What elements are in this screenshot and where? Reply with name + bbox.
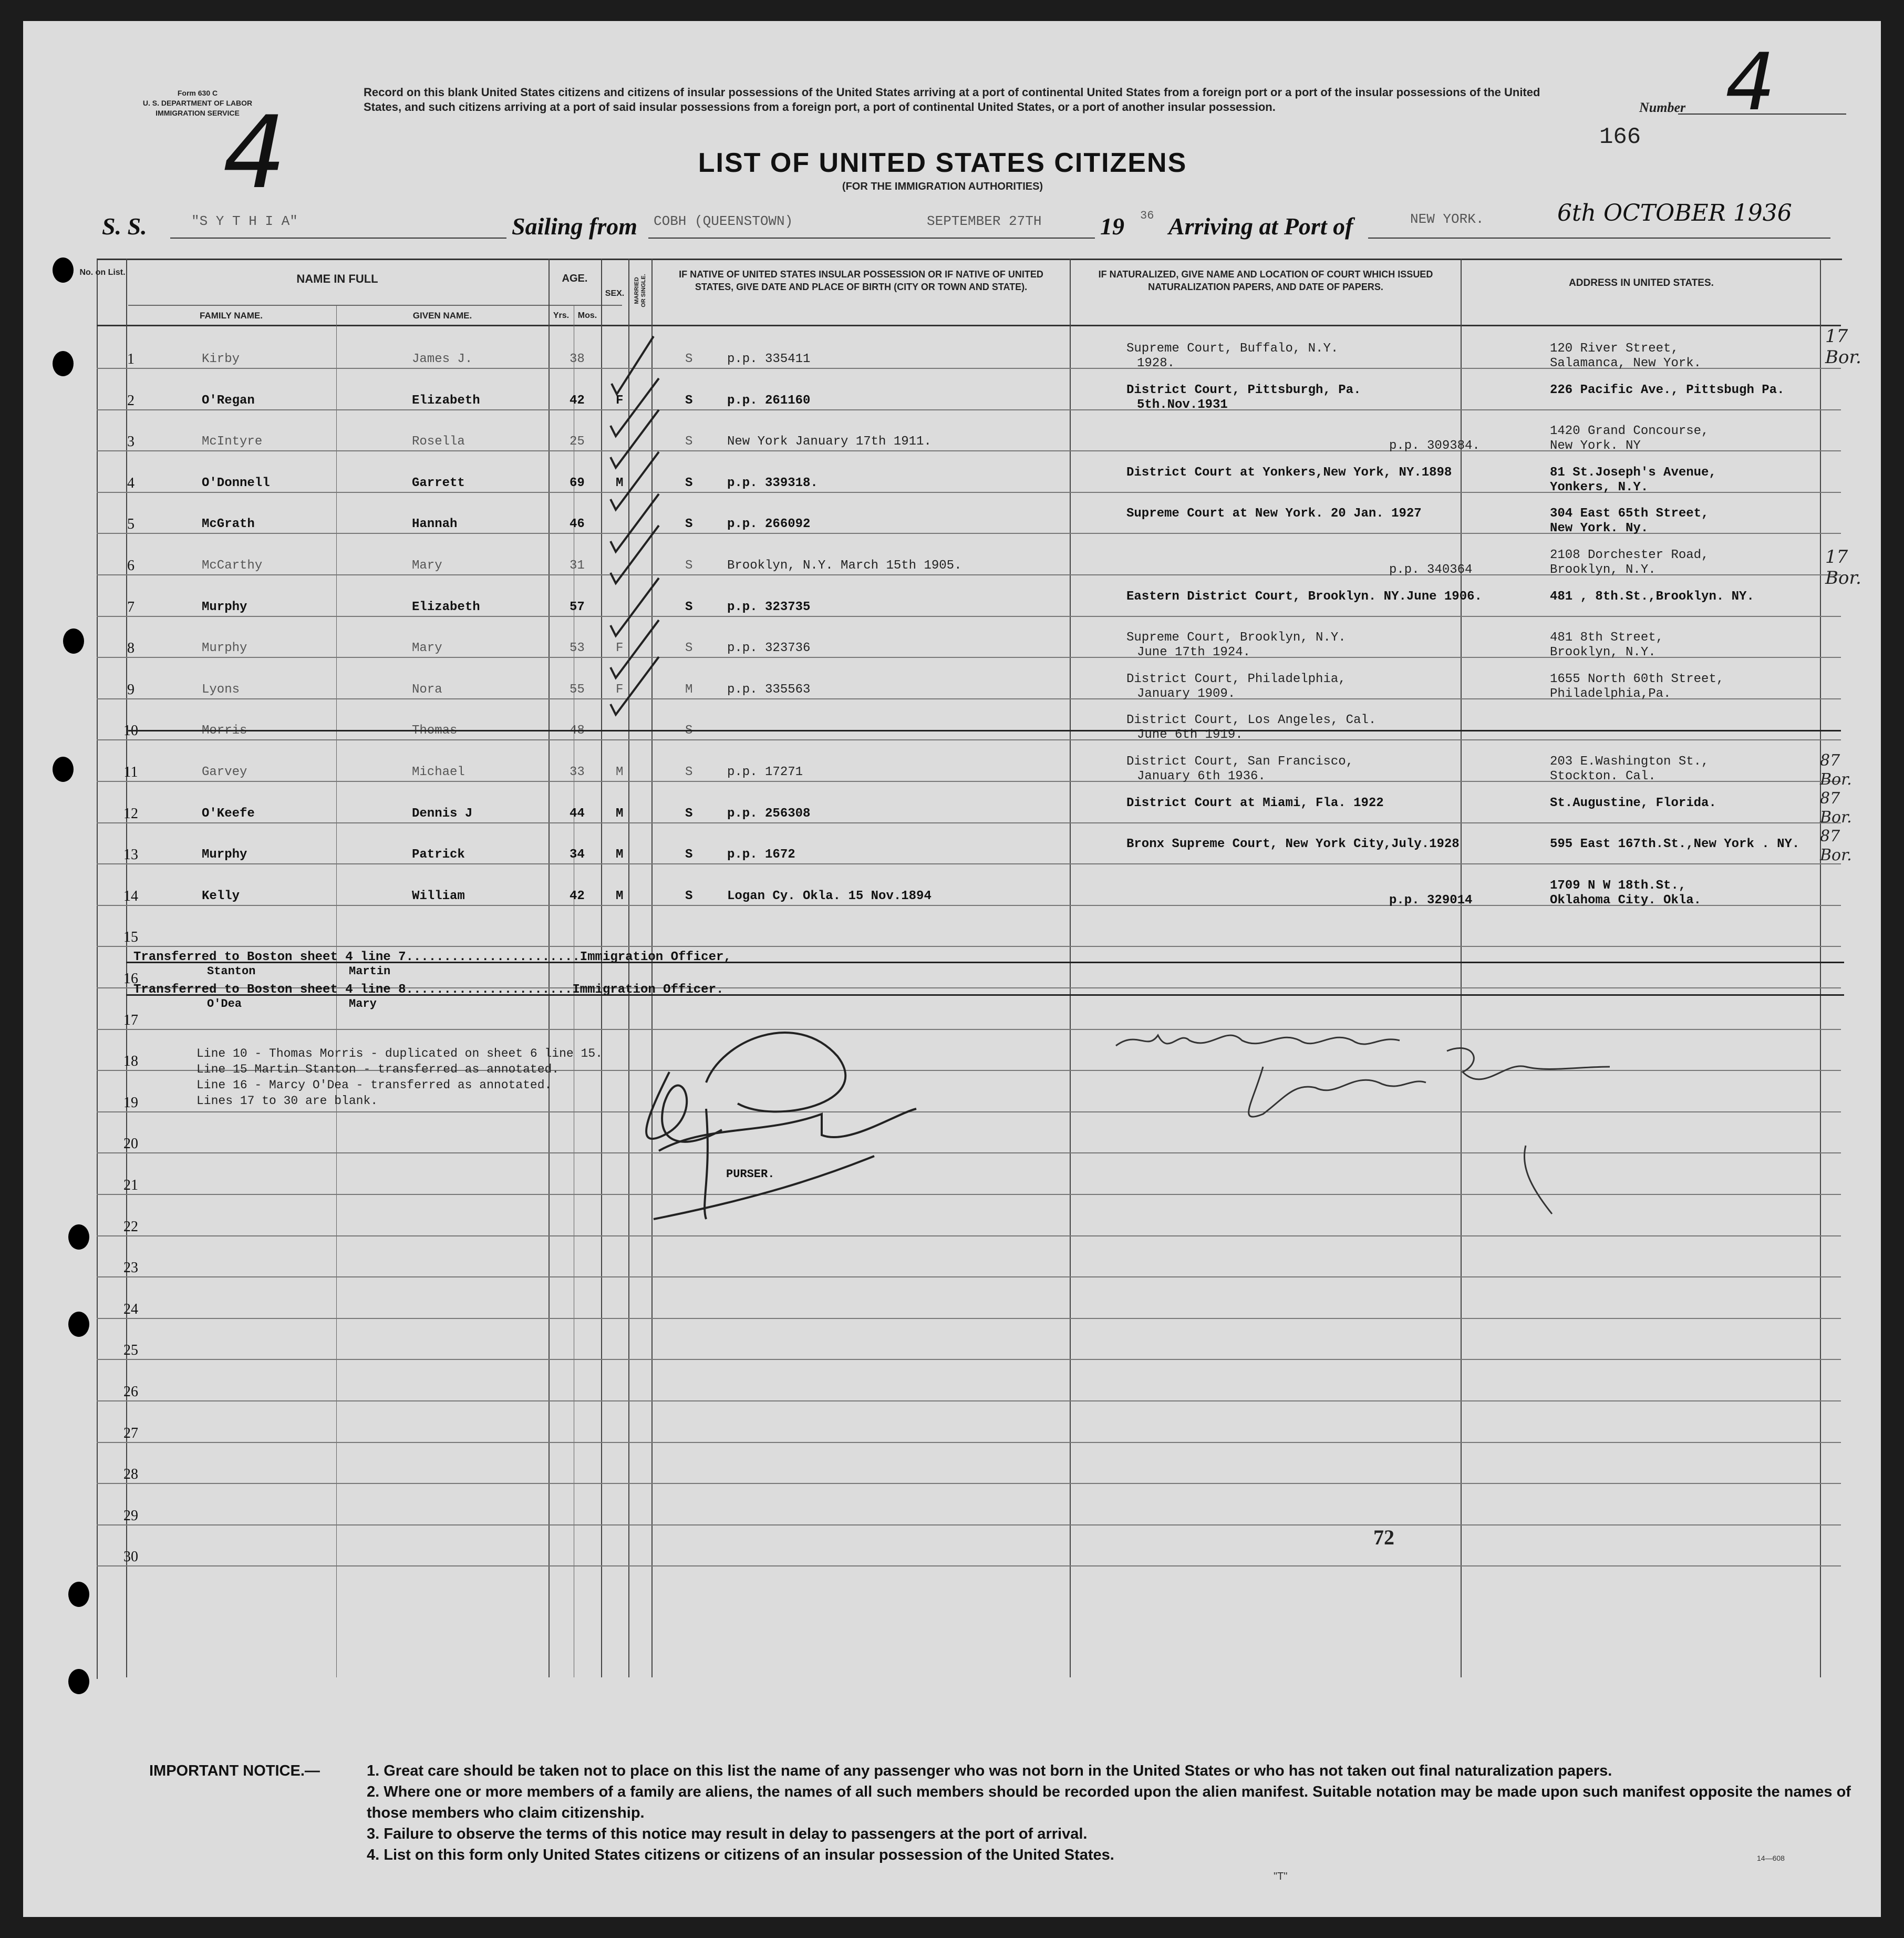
number-handwritten: 4 <box>1725 37 1776 128</box>
ruled-line <box>97 946 1841 947</box>
cell-court: District Court at Yonkers,New York, NY.1898 <box>1126 465 1452 480</box>
col-header-family-name: FAMILY NAME. <box>200 311 263 321</box>
row-number: 27 <box>123 1425 138 1441</box>
arrival-underline <box>1368 238 1830 239</box>
cell-addr: 481 , 8th.St.,Brooklyn. NY. <box>1550 589 1754 604</box>
cell-addr2: Yonkers, N.Y. <box>1550 480 1649 494</box>
row-number: 16 <box>123 971 138 987</box>
cell-addr2: New York. Ny. <box>1550 521 1649 536</box>
cell-addr: 1709 N W 18th.St., <box>1550 878 1686 893</box>
margin-stroke-mark <box>1494 1140 1557 1219</box>
cell-court: District Court, Los Angeles, Cal. <box>1126 713 1377 728</box>
transfer-given-16: Mary <box>349 997 377 1011</box>
punch-hole <box>68 1224 89 1250</box>
note-line-16: Line 16 - Marcy O'Dea - transferred as annotated. <box>196 1078 552 1092</box>
arrival-port: NEW YORK. <box>1410 211 1484 227</box>
footer-code: 14—608 <box>1757 1854 1785 1862</box>
header-bottom-rule <box>97 325 1841 326</box>
cell-sex: M <box>616 476 624 490</box>
row-number: 23 <box>123 1260 138 1276</box>
arrival-date-handwritten: 6th OCTOBER 1936 <box>1557 200 1792 226</box>
cell-family: Murphy <box>202 600 247 614</box>
row-number: 11 <box>123 764 138 780</box>
col-header-given-name: GIVEN NAME. <box>412 311 472 321</box>
note-lines-blank: Lines 17 to 30 are blank. <box>196 1094 378 1108</box>
cell-given: Michael <box>412 765 465 779</box>
cell-sex: M <box>616 889 624 903</box>
ruled-line <box>97 1524 1841 1525</box>
row-number: 22 <box>123 1218 138 1235</box>
cell-family: O'Keefe <box>202 806 255 821</box>
margin-marks-bottom <box>1820 751 1872 865</box>
year-suffix: 36 <box>1140 209 1154 222</box>
cell-birth: p.p. 335411 <box>727 352 811 366</box>
name-header-divider <box>128 305 570 306</box>
ruled-line <box>97 863 1841 864</box>
col-header-name-in-full: NAME IN FULL <box>296 272 378 285</box>
form-number: Form 630 C <box>177 89 218 97</box>
cell-addr2: Salamanca, New York. <box>1550 356 1702 370</box>
row-number: 20 <box>123 1136 138 1152</box>
margin-marks-top <box>1825 326 1878 368</box>
cell-birth: New York January 17th 1911. <box>727 435 932 449</box>
cell-addr2: New York. NY <box>1550 439 1641 453</box>
cell-given: Garrett <box>412 476 465 490</box>
punch-hole <box>68 1312 89 1337</box>
record-instructions: Record on this blank United States citizens and citizens of insular possessions of the United States arriving at a port of continental United States from a foreign port or a port of the insular possessions of the United States, and such citizens arriving at a port of said insular possessions from a foreign port, a port of continental United States, or a port of another insular possession. <box>364 86 1540 114</box>
cell-ms: S <box>685 806 693 821</box>
cell-family: McCarthy <box>202 559 263 573</box>
cell-sex: M <box>616 765 624 779</box>
year-prefix: 19 <box>1100 213 1124 240</box>
form-title: LIST OF UNITED STATES CITIZENS <box>698 148 1187 178</box>
ss-label: S. S. <box>102 213 147 240</box>
cell-birth: p.p. 17271 <box>727 765 803 779</box>
ruled-line <box>97 1152 1841 1153</box>
row-10-strike <box>128 730 1841 731</box>
notice-item-4: 4. List on this form only United States citizens or citizens of an insular possession of the United States. <box>367 1847 1114 1863</box>
row-number: 6 <box>127 558 134 574</box>
cell-sex: M <box>616 806 624 821</box>
ruled-line <box>97 1194 1841 1195</box>
cell-yrs: 55 <box>570 682 585 697</box>
margin-mark-3: 17 <box>1825 547 1848 568</box>
cell-court: District Court at Miami, Fla. 1922 <box>1126 796 1384 810</box>
cell-court2: p.p. 329014 <box>1389 893 1473 908</box>
cell-addr: 81 St.Joseph's Avenue, <box>1550 465 1716 480</box>
sheet-number: 166 <box>1599 124 1641 150</box>
col-header-mos: Mos. <box>577 311 597 320</box>
cell-addr2: Oklahoma City. Okla. <box>1550 893 1702 908</box>
cell-addr: 203 E.Washington St., <box>1550 755 1709 769</box>
ruled-line <box>97 616 1841 617</box>
cell-yrs: 33 <box>570 765 585 779</box>
cell-family: O'Donnell <box>202 476 270 490</box>
cell-addr: 1420 Grand Concourse, <box>1550 424 1709 439</box>
cell-addr2: Philadelphia,Pa. <box>1550 686 1671 701</box>
cell-ms: S <box>685 889 693 903</box>
cell-birth: p.p. 339318. <box>727 476 818 490</box>
cell-given: Dennis J <box>412 806 473 821</box>
cell-court: District Court, San Francisco, <box>1126 755 1354 769</box>
cell-family: Morris <box>202 724 247 738</box>
page-number: 72 <box>1373 1525 1394 1549</box>
cell-birth: p.p. 323736 <box>727 641 811 656</box>
row-number: 17 <box>123 1012 138 1028</box>
cell-addr: 2108 Dorchester Road, <box>1550 548 1709 562</box>
row-number: 21 <box>123 1177 138 1193</box>
cell-ms: S <box>685 600 693 614</box>
row-number: 7 <box>127 599 134 615</box>
cell-birth: Brooklyn, N.Y. March 15th 1905. <box>727 559 962 573</box>
margin-mark-4: Bor. <box>1825 568 1861 589</box>
purser-label: PURSER. <box>726 1168 775 1181</box>
cell-court: District Court, Philadelphia, <box>1126 672 1346 686</box>
row-number: 2 <box>127 392 134 409</box>
cell-addr2: Brooklyn, N.Y. <box>1550 563 1656 577</box>
col-header-address: ADDRESS IN UNITED STATES. <box>1569 277 1714 288</box>
col-line-given <box>549 259 550 1677</box>
cell-ms: S <box>685 765 693 779</box>
cell-birth: p.p. 323735 <box>727 600 811 614</box>
cell-ms: S <box>685 724 693 738</box>
punch-hole <box>53 757 74 782</box>
punch-hole <box>63 628 84 654</box>
cell-court2: 1928. <box>1137 356 1175 370</box>
col-line-no <box>126 259 127 1677</box>
cell-court: Supreme Court, Brooklyn, N.Y. <box>1126 631 1346 645</box>
ruled-line <box>97 1318 1841 1319</box>
footer-t-mark: "T" <box>1274 1871 1288 1882</box>
department-name: U. S. DEPARTMENT OF LABOR <box>142 99 253 107</box>
punch-hole <box>68 1582 89 1607</box>
cell-family: Kirby <box>202 352 240 366</box>
transfer-rule-15 <box>126 962 1844 963</box>
margin-mark-2: Bor. <box>1825 347 1861 368</box>
cell-ms: S <box>685 435 693 449</box>
ruled-line <box>97 1359 1841 1360</box>
ship-underline <box>170 238 506 239</box>
purser-signature <box>601 977 927 1230</box>
notice-item-1: 1. Great care should be taken not to place on this list the name of any passenger who was not born in the United States or who has not taken out final naturalization papers. <box>367 1762 1612 1779</box>
row-number: 28 <box>123 1466 138 1483</box>
cell-yrs: 53 <box>570 641 585 656</box>
cell-family: Murphy <box>202 641 247 656</box>
punch-hole <box>53 257 74 283</box>
cell-yrs: 46 <box>570 517 585 532</box>
cell-family: McIntyre <box>202 435 263 449</box>
margin-marks-middle <box>1825 547 1878 589</box>
cell-ms: S <box>685 848 693 862</box>
cell-sex: F <box>616 682 624 697</box>
cell-given: Hannah <box>412 517 458 532</box>
col-header-birth: IF NATIVE OF UNITED STATES INSULAR POSSESSION OR IF NATIVE OF UNITED STATES, GIVE DATE AND PLACE OF BIRTH (CITY OR TOWN AND STATE). <box>679 269 1043 292</box>
cell-family: Garvey <box>202 765 247 779</box>
cell-court: Supreme Court at New York. 20 Jan. 1927 <box>1126 507 1422 521</box>
cell-ms: S <box>685 352 693 366</box>
cell-addr: 120 River Street, <box>1550 342 1679 356</box>
cell-addr: 481 8th Street, <box>1550 631 1664 645</box>
col-header-naturalized: IF NATURALIZED, GIVE NAME AND LOCATION OF COURT WHICH ISSUED NATURALIZATION PAPERS, AND DATE OF PAPERS. <box>1098 269 1433 292</box>
cell-sex: M <box>616 848 624 862</box>
ruled-line <box>97 1565 1841 1566</box>
row-number: 29 <box>123 1507 138 1524</box>
sailing-label: Sailing from <box>512 213 638 240</box>
cell-given: Rosella <box>412 435 465 449</box>
ruled-line <box>97 739 1841 740</box>
margin-mark-8: Bor. <box>1820 808 1852 827</box>
cell-given: Patrick <box>412 848 465 862</box>
cell-yrs: 25 <box>570 435 585 449</box>
cell-addr: 1655 North 60th Street, <box>1550 672 1724 686</box>
transfer-line-15: Transferred to Boston sheet 4 line 7.......................Immigration Officer, <box>133 950 731 964</box>
ruled-line <box>97 1442 1841 1443</box>
cell-addr2: Brooklyn, N.Y. <box>1550 645 1656 660</box>
service-name: IMMIGRATION SERVICE <box>156 109 240 117</box>
cell-given: William <box>412 889 465 903</box>
cell-court: Bronx Supreme Court, New York City,July.1928 <box>1126 837 1460 852</box>
cell-given: Elizabeth <box>412 600 480 614</box>
col-header-no: No. on List. <box>79 268 126 277</box>
cell-yrs: 42 <box>570 393 585 408</box>
col-header-yrs: Yrs. <box>553 311 570 320</box>
cell-yrs: 57 <box>570 600 585 614</box>
cell-given: Nora <box>412 682 442 697</box>
row-number: 30 <box>123 1549 138 1565</box>
cell-birth: p.p. 1672 <box>727 848 795 862</box>
punch-hole <box>68 1669 89 1694</box>
row-number: 8 <box>127 640 134 657</box>
cell-yrs: 69 <box>570 476 585 490</box>
cell-addr2: Stockton. Cal. <box>1550 769 1656 784</box>
transfer-name-16: O'Dea <box>207 997 242 1011</box>
cell-yrs: 42 <box>570 889 585 903</box>
cell-yrs: 38 <box>570 352 585 366</box>
margin-mark-6: Bor. <box>1820 770 1852 789</box>
cell-given: Thomas <box>412 724 458 738</box>
notice-items <box>367 1760 1890 1865</box>
cell-ms: M <box>685 682 693 697</box>
cell-court2: p.p. 309384. <box>1389 439 1480 453</box>
row-number: 13 <box>123 847 138 863</box>
note-line-10: Line 10 - Thomas Morris - duplicated on sheet 6 line 15. <box>196 1047 603 1060</box>
cell-family: Kelly <box>202 889 240 903</box>
cell-given: James J. <box>412 352 473 366</box>
cell-court2: June 6th 1919. <box>1137 728 1243 743</box>
sailing-date: SEPTEMBER 27TH <box>927 213 1042 229</box>
cell-ms: S <box>685 559 693 573</box>
notice-lead: IMPORTANT NOTICE.— <box>149 1762 320 1779</box>
cell-birth: p.p. 261160 <box>727 393 811 408</box>
cell-ms: S <box>685 641 693 656</box>
col-line-naturalized <box>1461 259 1462 1677</box>
margin-mark-5: 87 <box>1820 751 1840 770</box>
cell-ms: S <box>685 517 693 532</box>
cell-court2: January 1909. <box>1137 686 1236 701</box>
note-line-15: Line 15 Martin Stanton - transferred as annotated. <box>196 1063 560 1076</box>
cell-addr: 304 East 65th Street, <box>1550 507 1709 521</box>
cell-court2: January 6th 1936. <box>1137 769 1266 784</box>
row-number: 15 <box>123 929 138 946</box>
ruled-line <box>97 1400 1841 1401</box>
cell-addr: 595 East 167th.St.,New York . NY. <box>1550 837 1800 852</box>
form-subtitle: (FOR THE IMMIGRATION AUTHORITIES) <box>842 181 1043 192</box>
cell-yrs: 48 <box>570 724 585 738</box>
row-number: 19 <box>123 1094 138 1111</box>
row-number: 10 <box>123 723 138 739</box>
cell-given: Mary <box>412 559 442 573</box>
transfer-line-16: Transferred to Boston sheet 4 line 8......................Immigration Officer. <box>133 983 724 997</box>
arriving-label: Arriving at Port of <box>1168 213 1353 240</box>
cell-court2: 5th.Nov.1931 <box>1137 397 1228 412</box>
cell-yrs: 34 <box>570 848 585 862</box>
notice-item-3: 3. Failure to observe the terms of this notice may result in delay to passengers at the port of arrival. <box>367 1826 1088 1842</box>
cell-birth: Logan Cy. Okla. 15 Nov.1894 <box>727 889 932 903</box>
punch-hole <box>53 351 74 376</box>
cell-ms: S <box>685 476 693 490</box>
col-header-age: AGE. <box>562 273 588 284</box>
cell-sex: F <box>616 641 624 656</box>
row-number: 25 <box>123 1342 138 1359</box>
transfer-name-15: Stanton <box>207 965 256 978</box>
col-line-birth <box>1070 259 1071 1677</box>
corner-handwritten-mark: 4 <box>223 95 286 211</box>
cell-birth: p.p. 335563 <box>727 682 811 697</box>
row-number: 9 <box>127 681 134 698</box>
row-number: 26 <box>123 1384 138 1400</box>
cell-family: McGrath <box>202 517 255 532</box>
cell-court2: June 17th 1924. <box>1137 645 1251 660</box>
row-number: 18 <box>123 1053 138 1070</box>
cell-sex: F <box>616 393 624 408</box>
col-header-married: MARRIED OR SINGLE. <box>634 274 647 307</box>
cell-given: Mary <box>412 641 442 656</box>
col-line-address <box>1820 259 1821 1677</box>
cell-addr: 226 Pacific Ave., Pittsbugh Pa. <box>1550 383 1785 397</box>
cell-yrs: 31 <box>570 559 585 573</box>
cell-addr: St.Augustine, Florida. <box>1550 796 1716 810</box>
ruled-line <box>97 1483 1841 1484</box>
ruled-line <box>97 822 1841 823</box>
cell-court2: p.p. 340364 <box>1389 563 1473 577</box>
col-header-sex: SEX. <box>605 289 625 298</box>
cell-birth: p.p. 266092 <box>727 517 811 532</box>
row-number: 4 <box>127 475 134 491</box>
cell-family: Lyons <box>202 682 240 697</box>
margin-mark-10: Bor. <box>1820 846 1852 864</box>
cell-family: O'Regan <box>202 393 255 408</box>
ship-name: "S Y T H I A" <box>191 213 298 229</box>
cell-yrs: 44 <box>570 806 585 821</box>
cell-ms: S <box>685 393 693 408</box>
cell-court: Eastern District Court, Brooklyn. NY.June 1906. <box>1126 589 1482 604</box>
row-number: 1 <box>127 351 134 367</box>
ruled-line <box>97 1235 1841 1236</box>
cell-court: Supreme Court, Buffalo, N.Y. <box>1126 342 1339 356</box>
officer-signature <box>1105 1019 1631 1140</box>
ruled-line <box>97 1276 1841 1277</box>
number-label: Number <box>1639 100 1686 115</box>
notice-item-2: 2. Where one or more members of a family are aliens, the names of all such members should be recorded upon the alien manifest. Suitable notation may be made upon such manifest opposite the names of those members who claim citizenship. <box>367 1784 1851 1821</box>
departure-port: COBH (QUEENSTOWN) <box>654 213 793 229</box>
margin-mark-9: 87 <box>1820 827 1840 846</box>
manifest-sheet <box>23 21 1881 1917</box>
row-number: 5 <box>127 516 134 533</box>
cell-birth: p.p. 256308 <box>727 806 811 821</box>
sailing-underline <box>648 238 1095 239</box>
ruled-line <box>97 409 1841 410</box>
transfer-given-15: Martin <box>349 965 391 978</box>
age-check-marks <box>601 326 706 757</box>
annotation-notes <box>196 1046 603 1109</box>
margin-mark-1: 17 <box>1825 326 1848 347</box>
row-number: 24 <box>123 1301 138 1317</box>
age-header-divider <box>549 305 622 306</box>
transfer-rule-16 <box>126 994 1844 996</box>
row-number: 3 <box>127 434 134 450</box>
cell-given: Elizabeth <box>412 393 480 408</box>
cell-court: District Court, Pittsburgh, Pa. <box>1126 383 1361 397</box>
row-number: 14 <box>123 888 138 904</box>
cell-family: Murphy <box>202 848 247 862</box>
row-number: 12 <box>123 805 138 822</box>
margin-mark-7: 87 <box>1820 789 1840 808</box>
